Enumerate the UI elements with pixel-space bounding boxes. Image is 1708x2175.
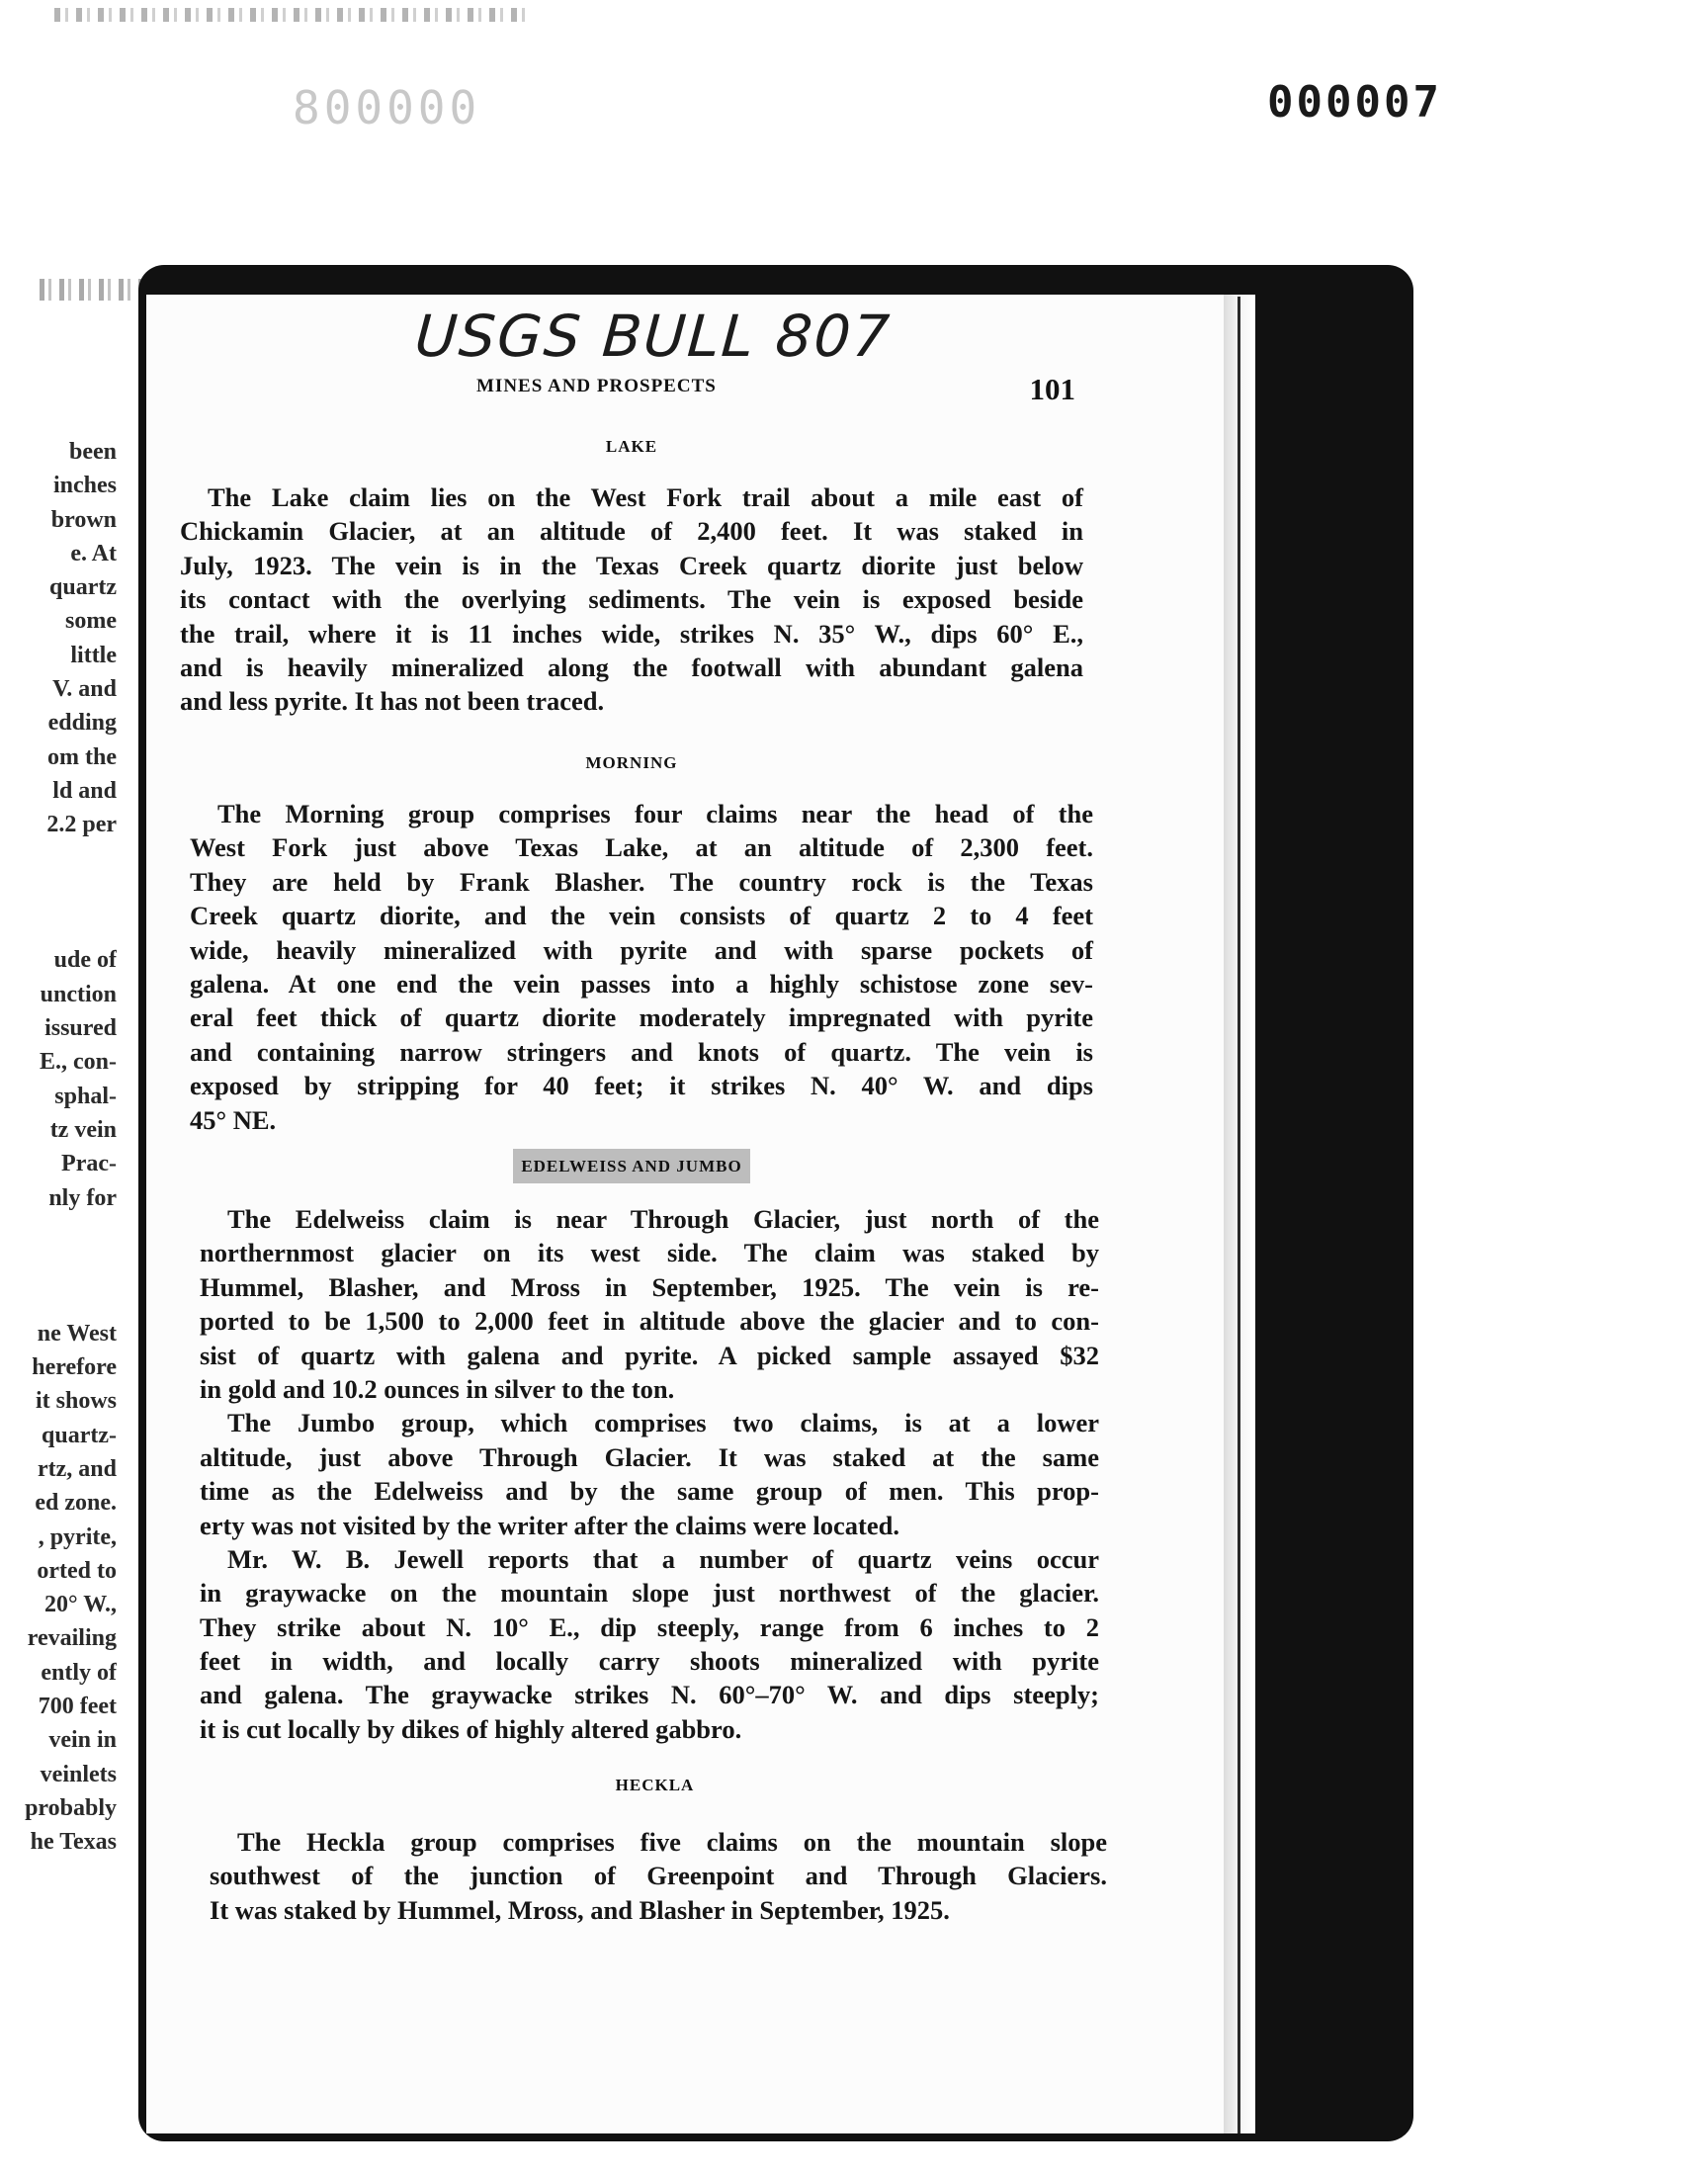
fragment-line: , pyrite,: [38, 1523, 117, 1550]
fragment-line: edding: [47, 710, 117, 737]
text-line: The Edelweiss claim is near Through Glacier, just north of the: [227, 1204, 1099, 1234]
fragment-line: he Texas: [30, 1829, 117, 1856]
fragment-line: tz vein: [49, 1116, 117, 1143]
running-head-title: MINES AND PROSPECTS: [476, 376, 717, 396]
paragraph-heckla: [210, 1825, 1107, 1927]
scan-edge-artifact: [54, 8, 529, 22]
text-line: They strike about N. 10° E., dip steeply, range from 6 inches to 2: [200, 1611, 1099, 1642]
fragment-line: orted to: [37, 1557, 117, 1584]
fragment-line: it shows: [35, 1388, 117, 1415]
fragment-line: Prac-: [61, 1151, 117, 1177]
fragment-line: [0, 910, 117, 943]
fragment-line: [0, 876, 117, 910]
paragraph-morning: [190, 797, 1093, 1137]
fragment-line: rtz, and: [38, 1455, 117, 1482]
section-heading-edelweiss-jumbo: [178, 1157, 1085, 1176]
section-heading-heckla: HECKLA: [615, 1776, 695, 1794]
page-edge-line: [1238, 297, 1240, 2133]
text-line: ported to be 1,500 to 2,000 feet in altitude above the glacier and to con-: [200, 1306, 1099, 1337]
text-line: and containing narrow stringers and knots of quartz. The vein is: [190, 1036, 1093, 1067]
fragment-line: some: [65, 608, 117, 635]
fragment-line: unction: [40, 981, 117, 1007]
text-line: eral feet thick of quartz diorite moderately impregnated with pyrite: [190, 1002, 1093, 1033]
text-line: Mr. W. B. Jewell reports that a number of quartz veins occur: [227, 1543, 1099, 1574]
section-heading-lake: LAKE: [605, 437, 658, 456]
fragment-line: quartz-: [42, 1422, 117, 1448]
fragment-line: revailing: [27, 1625, 117, 1652]
fragment-line: 700 feet: [38, 1693, 117, 1719]
paragraph-lake: [180, 480, 1083, 719]
fragment-line: [0, 842, 117, 876]
fragment-line: ld and: [52, 777, 117, 804]
section-heading-morning: MORNING: [585, 753, 678, 772]
fragment-line: herefore: [32, 1354, 117, 1381]
fragment-line: 2.2 per: [46, 812, 117, 838]
text-line: and is heavily mineralized along the footwall with abundant galena: [180, 652, 1083, 682]
adjacent-page-fragment: [0, 435, 117, 1859]
text-line: feet in width, and locally carry shoots mineralized with pyrite: [200, 1646, 1099, 1677]
fragment-line: V. and: [52, 676, 117, 703]
fragment-line: ude of: [53, 947, 117, 974]
text-line: in gold and 10.2 ounces in silver to the ton.: [200, 1373, 675, 1404]
fragment-line: [0, 1215, 117, 1249]
fragment-line: vein in: [48, 1727, 117, 1754]
fragment-line: brown: [50, 506, 117, 533]
fragment-line: ently of: [41, 1659, 117, 1686]
text-line: Chickamin Glacier, at an altitude of 2,400 feet. It was staked in: [180, 516, 1083, 547]
fragment-line: ed zone.: [35, 1490, 117, 1517]
fragment-line: [0, 1282, 117, 1316]
page-stamp-number: 000007: [1267, 77, 1442, 128]
text-line: They are held by Frank Blasher. The country rock is the Texas: [190, 866, 1093, 897]
highlighted-heading: EDELWEISS AND JUMBO: [513, 1149, 749, 1183]
fragment-line: [0, 1249, 117, 1282]
text-line: altitude, just above Through Glacier. It was staked at the same: [200, 1441, 1099, 1472]
fragment-line: probably: [25, 1794, 117, 1821]
fragment-line: om the: [47, 743, 117, 770]
fragment-line: nly for: [48, 1184, 117, 1211]
text-line: and less pyrite. It has not been traced.: [180, 686, 605, 717]
text-line: The Morning group comprises four claims near the head of the: [217, 799, 1093, 828]
fragment-line: issured: [44, 1015, 117, 1042]
fragment-line: E., con-: [40, 1049, 117, 1076]
text-line: The Jumbo group, which comprises two claims, is at a lower: [227, 1408, 1099, 1438]
text-line: northernmost glacier on its west side. The claim was staked by: [200, 1238, 1099, 1268]
text-line: it is cut locally by dikes of highly altered gabbro.: [200, 1713, 742, 1744]
text-line: The Lake claim lies on the West Fork trail about a mile east of: [208, 482, 1083, 512]
handwritten-annotation: USGS BULL 807: [412, 303, 894, 370]
text-line: sist of quartz with galena and pyrite. A picked sample assayed $32: [200, 1340, 1099, 1370]
fragment-line: veinlets: [40, 1761, 117, 1787]
fragment-line: been: [69, 439, 117, 465]
fragment-line: sphal-: [54, 1083, 117, 1109]
running-head: [178, 372, 1087, 407]
fragment-line: little: [70, 642, 117, 668]
fragment-line: e. At: [70, 540, 117, 566]
text-line: time as the Edelweiss and by the same group of men. This prop-: [200, 1476, 1099, 1507]
text-line: 45° NE.: [190, 1104, 277, 1135]
paragraphs-edelweiss-jumbo: [200, 1202, 1099, 1746]
text-line: July, 1923. The vein is in the Texas Creek quartz diorite just below: [180, 550, 1083, 580]
fragment-line: ne West: [37, 1320, 117, 1347]
text-line: Creek quartz diorite, and the vein consists of quartz 2 to 4 feet: [190, 901, 1093, 931]
text-line: galena. At one end the vein passes into a highly schistose zone sev-: [190, 968, 1093, 999]
text-line: wide, heavily mineralized with pyrite and with sparse pockets of: [190, 934, 1093, 965]
text-line: and galena. The graywacke strikes N. 60°–70° W. and dips steeply;: [200, 1680, 1099, 1710]
fragment-line: inches: [52, 473, 117, 499]
text-line: West Fork just above Texas Lake, at an altitude of 2,300 feet.: [190, 832, 1093, 863]
text-line: the trail, where it is 11 inches wide, strikes N. 35° W., dips 60° E.,: [180, 618, 1083, 649]
fragment-line: quartz: [49, 574, 117, 601]
text-line: erty was not visited by the writer after the claims were located.: [200, 1510, 899, 1540]
page-number: 101: [1029, 372, 1075, 406]
text-line: It was staked by Hummel, Mross, and Blasher in September, 1925.: [210, 1894, 950, 1925]
text-line: in graywacke on the mountain slope just northwest of the glacier.: [200, 1578, 1099, 1609]
fragment-line: 20° W.,: [44, 1592, 117, 1618]
text-line: southwest of the junction of Greenpoint and Through Glaciers.: [210, 1861, 1107, 1891]
text-line: exposed by stripping for 40 feet; it strikes N. 40° W. and dips: [190, 1071, 1093, 1101]
text-line: Hummel, Blasher, and Mross in September, 1925. The vein is re-: [200, 1271, 1099, 1302]
text-line: its contact with the overlying sediments. The vein is exposed beside: [180, 584, 1083, 615]
faint-page-stamp: 800000: [293, 81, 481, 134]
text-line: The Heckla group comprises five claims on the mountain slope: [237, 1827, 1107, 1857]
